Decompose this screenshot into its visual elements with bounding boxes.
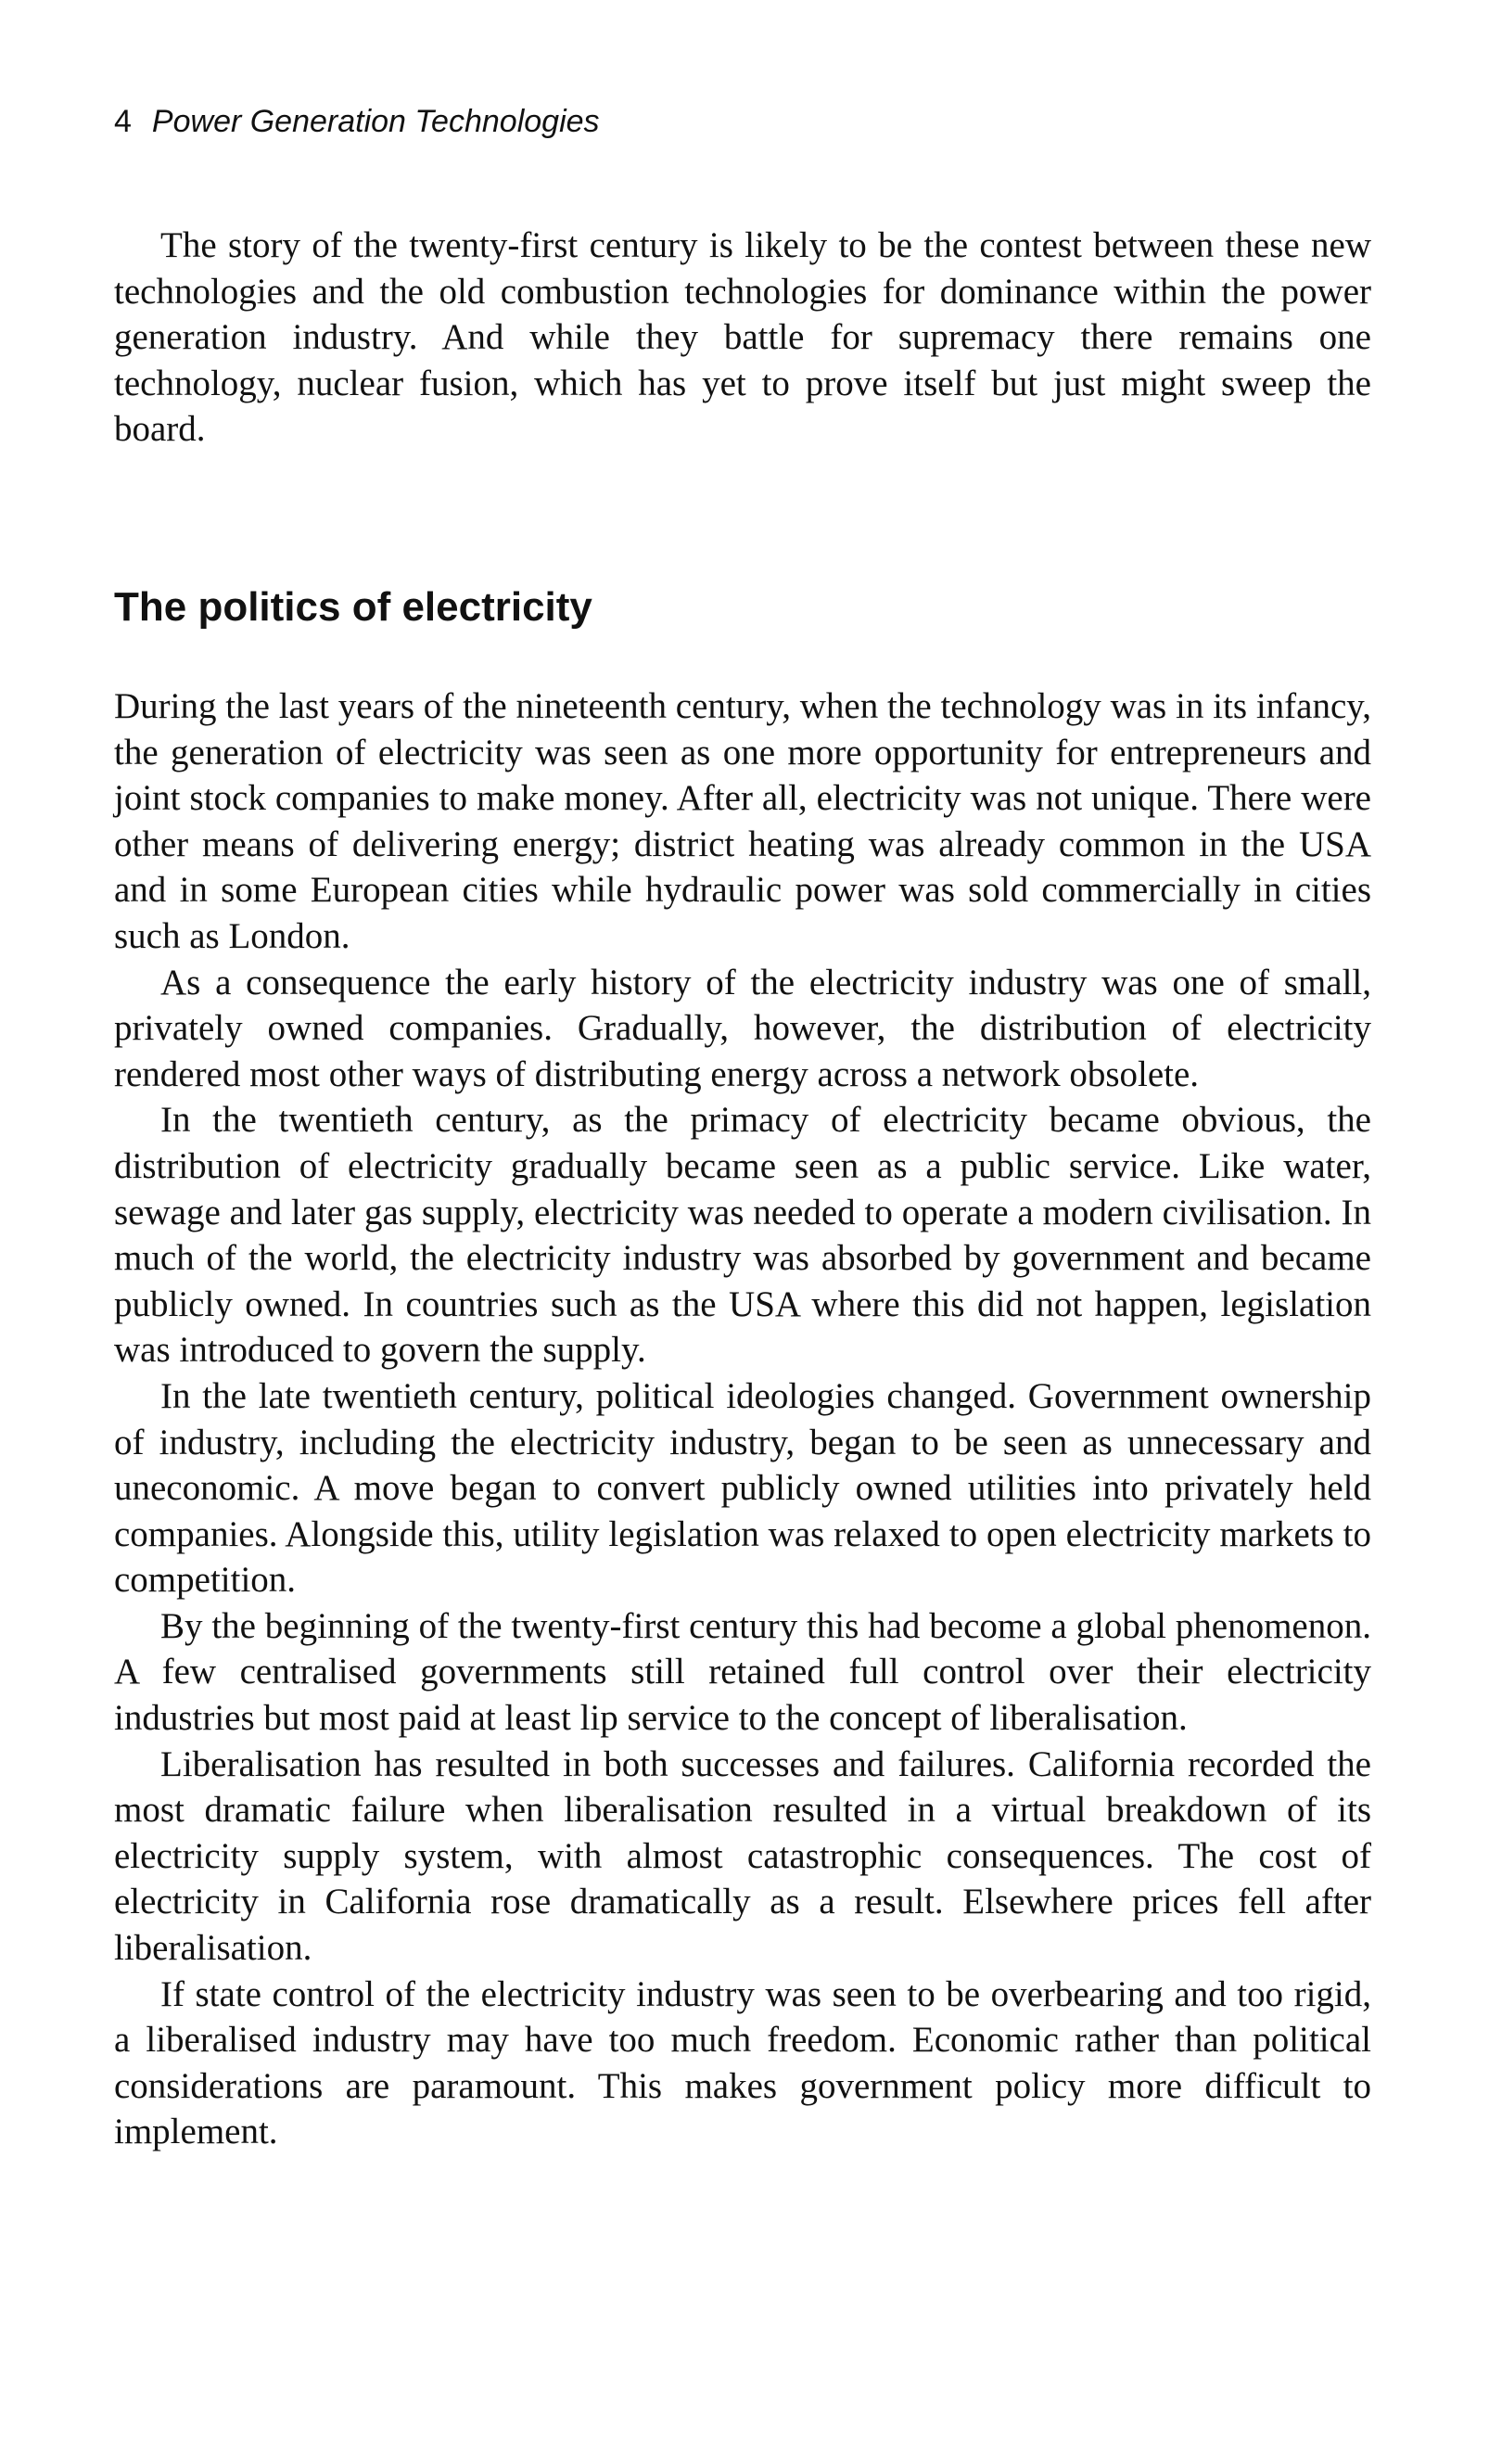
body-paragraph: During the last years of the nineteenth century, when the technology was in its infancy, the generation of electricity was seen as one more opportunity for entrepreneurs and joint stock companies to make money. After all, electricity was not unique. There were other means of delivering energy; district heating was already common in the USA and in some European cities while hydraulic power was sold commercially in cities such as London. xyxy=(114,686,1371,956)
intro-paragraph: The story of the twenty-first century is likely to be the contest between these new technologies and the old combustion technologies for dominance within the power generation industry. And while they battle for supremacy there remains one technology, nuclear fusion, which has yet to prove itself but just might sweep the board. xyxy=(114,225,1371,450)
running-head xyxy=(114,104,600,140)
body-paragraph: In the twentieth century, as the primacy of electricity became obvious, the distribution of electricity gradually became seen as a public service. Like water, sewage and later gas supply, electricity was needed to operate a modern civilisation. In much of the world, the electricity industry was absorbed by government and became publicly owned. In countries such as the USA where this did not happen, legislation was introduced to govern the supply. xyxy=(114,1100,1371,1371)
intro-text xyxy=(114,223,1371,453)
body-paragraph: Liberalisation has resulted in both successes and failures. California recorded the most dramatic failure when liberalisation resulted in a virtual breakdown of its electricity supply system, with almost catastrophic consequences. The cost of electricity in California rose dramatically as a result. Elsewhere prices fell after liberalisation. xyxy=(114,1743,1371,1969)
section-body xyxy=(114,683,1371,2155)
section-heading: The politics of electricity xyxy=(114,584,592,630)
body-paragraph: If state control of the electricity industry was seen to be overbearing and too rigid, a liberalised industry may have too much freedom. Economic rather than political considerations are paramount. This makes government policy more difficult to implement. xyxy=(114,1973,1371,2152)
body-paragraph: In the late twentieth century, political ideologies changed. Government ownership of industry, including the electricity industry, began to be seen as unnecessary and uneconomic. A move began to convert publicly owned utilities into privately held companies. Alongside this, utility legislation was relaxed to open electricity markets to competition. xyxy=(114,1375,1371,1601)
book-title: Power Generation Technologies xyxy=(151,104,600,139)
page-number: 4 xyxy=(114,104,132,139)
body-paragraph: As a consequence the early history of the electricity industry was one of small, privately owned companies. Gradually, however, the distribution of electricity rendered most other ways of distributing energy across a network obsolete. xyxy=(114,962,1371,1094)
body-paragraph: By the beginning of the twenty-first century this had become a global phenomenon. A few centralised governments still retained full control over their electricity industries but most paid at least lip service to the concept of liberalisation. xyxy=(114,1605,1371,1739)
